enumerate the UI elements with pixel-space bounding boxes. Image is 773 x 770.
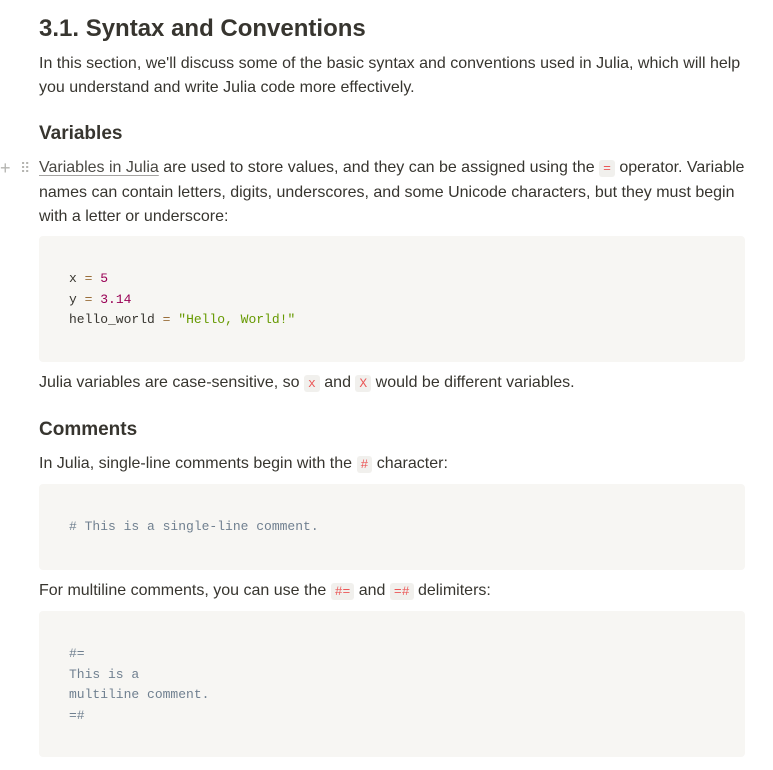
code-content bbox=[69, 611, 715, 726]
text-span: For multiline comments, you can use the bbox=[39, 582, 331, 599]
text-span: Julia variables are case-sensitive, so bbox=[39, 374, 305, 391]
code-block-variables[interactable] bbox=[39, 236, 745, 362]
code-token: = bbox=[84, 291, 93, 307]
inline-code: =# bbox=[390, 583, 414, 600]
text-span: In Julia, single-line comments begin with the bbox=[39, 455, 357, 472]
block-handle bbox=[0, 158, 34, 178]
inline-code: # bbox=[357, 456, 373, 473]
code-token: =# bbox=[69, 707, 85, 723]
text-span: and bbox=[319, 374, 356, 391]
code-token: "Hello, World!" bbox=[178, 312, 296, 327]
text-span: operator. Variable names can contain letters, digits, underscores, and some Unicode characters, but they must begin with a letter or underscore: bbox=[39, 159, 745, 225]
inline-code: X bbox=[355, 375, 371, 392]
code-token: # This is a single-line comment. bbox=[69, 519, 319, 534]
code-token: x bbox=[69, 271, 77, 286]
inline-code: x bbox=[304, 375, 320, 392]
code-token: = bbox=[84, 271, 93, 286]
text-span: and bbox=[354, 582, 390, 599]
code-token: = bbox=[162, 312, 171, 327]
plus-icon[interactable]: + bbox=[0, 158, 11, 178]
code-block-multiline-comment[interactable] bbox=[39, 611, 745, 757]
code-content bbox=[69, 484, 715, 538]
multiline-paragraph bbox=[39, 579, 745, 604]
code-block-single-comment[interactable] bbox=[39, 484, 745, 570]
text-span: would be different variables. bbox=[371, 374, 575, 391]
code-token: multiline comment. bbox=[69, 687, 210, 702]
code-token: 3.14 bbox=[100, 291, 132, 307]
code-token: #= bbox=[69, 646, 85, 661]
text-span: delimiters: bbox=[413, 582, 491, 599]
page-title: 3.1. Syntax and Conventions bbox=[39, 15, 366, 42]
text-span: are used to store values, and they can be assigned using the bbox=[158, 159, 600, 176]
case-sensitive-paragraph bbox=[39, 371, 745, 396]
intro-paragraph: In this section, we'll discuss some of the basic syntax and conventions used in Julia, which will help you understand and write Julia code more effectively. bbox=[39, 55, 741, 96]
code-token: This is a bbox=[69, 666, 140, 682]
variables-heading: Variables bbox=[39, 123, 123, 144]
code-token: hello_world bbox=[69, 312, 155, 327]
code-token: 5 bbox=[100, 271, 109, 286]
drag-handle-icon[interactable]: ⠿ bbox=[20, 160, 29, 176]
text-span: character: bbox=[372, 455, 448, 472]
inline-code: = bbox=[599, 160, 615, 177]
variables-link[interactable]: Variables in Julia bbox=[39, 159, 159, 176]
code-content bbox=[69, 236, 715, 331]
code-token: y bbox=[69, 291, 77, 307]
variables-paragraph bbox=[39, 156, 745, 229]
comments-paragraph bbox=[39, 452, 745, 477]
inline-code: #= bbox=[331, 583, 355, 600]
comments-heading: Comments bbox=[39, 419, 138, 440]
